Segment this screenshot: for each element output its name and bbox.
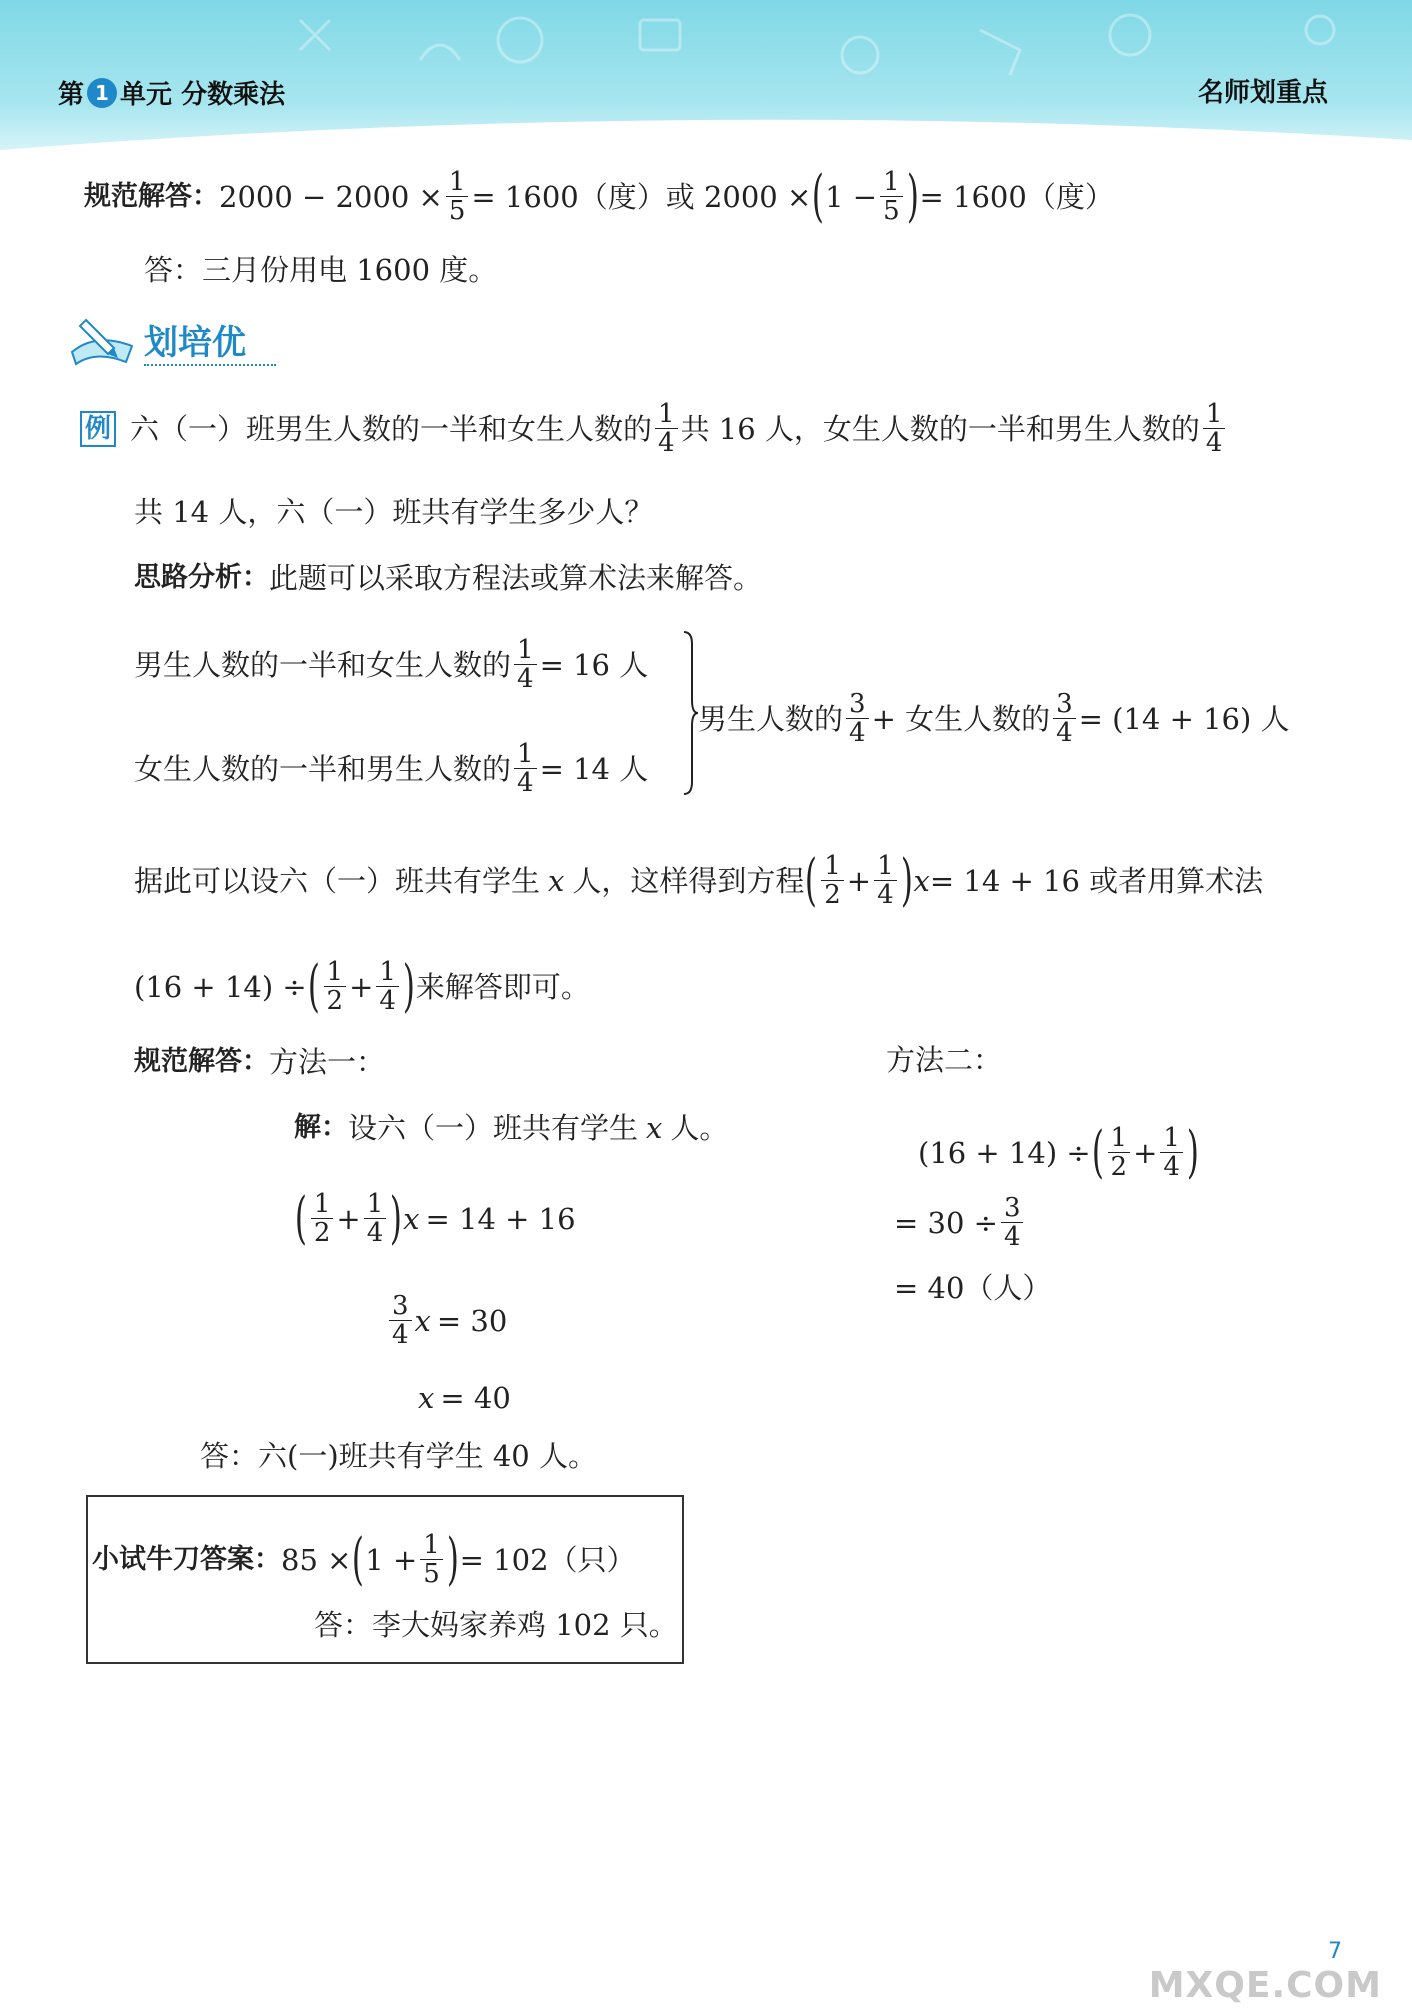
numerator: 1 (655, 400, 678, 429)
page-number: 7 (1328, 1939, 1342, 1964)
unit-number-badge: 1 (87, 78, 117, 108)
analysis-text: = 14 人 (539, 751, 649, 786)
solution-label: 规范解答： (134, 1046, 269, 1077)
variable-x: x (913, 863, 930, 898)
analysis-text: 女生人数的一半和男生人数的 (134, 751, 512, 786)
fraction (514, 740, 537, 797)
fraction (364, 1190, 387, 1247)
fraction (446, 168, 469, 225)
numerator: 1 (420, 1531, 443, 1560)
example-line-1 (80, 400, 1228, 457)
solution-text: = 30 ÷ (894, 1205, 998, 1240)
right-paren: ) (390, 1185, 403, 1251)
left-paren: ( (352, 1526, 365, 1592)
fraction (376, 958, 399, 1015)
example-line-2: 共 14 人，六（一）班共有学生多少人？ (134, 495, 654, 529)
analysis-text: 人，这样得到方程 (572, 863, 805, 898)
denominator: 2 (313, 1218, 331, 1248)
denominator: 5 (423, 1559, 440, 1589)
solution-text: = 14 + 16 (425, 1201, 576, 1236)
method2-line2 (894, 1194, 1026, 1251)
solution-label: 规范解答： (84, 180, 219, 212)
method1-eq3 (418, 1378, 511, 1418)
analysis-label: 思路分析： (134, 562, 269, 593)
analysis-row-2 (134, 740, 648, 797)
denominator: 4 (849, 718, 866, 748)
method-two-label: 方法二： (886, 1043, 1003, 1077)
numerator: 1 (364, 1190, 387, 1219)
left-paren: ( (805, 847, 818, 913)
solution-header (134, 1042, 385, 1082)
analysis-text: 据此可以设六（一）班共有学生 (134, 863, 541, 898)
analysis-text: = 14 + 16 或者用算术法 (929, 863, 1264, 898)
plus-sign: + (846, 863, 872, 898)
section-title (66, 312, 276, 368)
denominator: 2 (1110, 1152, 1128, 1182)
numerator: 1 (1160, 1124, 1183, 1153)
left-paren: ( (1091, 1119, 1104, 1185)
analysis-merge (698, 690, 1290, 747)
numerator: 1 (880, 168, 903, 197)
denominator: 5 (448, 196, 466, 226)
analysis-row-1 (134, 636, 648, 693)
expr-text: = 1600（度） (919, 179, 1114, 214)
numerator: 1 (1108, 1124, 1131, 1153)
analysis-arith (134, 953, 590, 1019)
right-brace (682, 630, 698, 796)
trial-text: 85 × (281, 1542, 352, 1577)
denominator: 4 (1003, 1222, 1021, 1252)
expr-text: = 1600（度）或 2000 × (471, 179, 812, 214)
numerator: 3 (389, 1292, 412, 1321)
example-text: 共 16 人，女生人数的一半和男生人数的 (680, 411, 1200, 446)
watermark: MXQE.COM (1148, 1965, 1382, 2006)
unit-name: 单元 分数乘法 (120, 80, 286, 110)
trial-expression (92, 1526, 636, 1592)
variable-x: x (646, 1111, 663, 1145)
top-answer: 答：三月份用电 1600 度。 (144, 253, 498, 287)
denominator: 4 (517, 664, 534, 694)
example-text: 六（一）班男生人数的一半和女生人数的 (130, 411, 653, 446)
variable-x: x (418, 1381, 435, 1415)
method-one-label: 方法一： (269, 1045, 386, 1079)
numerator: 1 (514, 636, 537, 665)
numerator: 1 (1203, 400, 1226, 429)
section-title-text: 划培优 (144, 315, 276, 366)
numerator: 3 (1001, 1194, 1024, 1223)
expr-text: 1 − (825, 179, 878, 214)
fraction (821, 852, 844, 909)
numerator: 1 (514, 740, 537, 769)
solution-text: = 30 (436, 1303, 508, 1338)
denominator: 2 (824, 880, 841, 910)
method2-line3: = 40（人） (894, 1271, 1052, 1305)
fraction (514, 636, 537, 693)
analysis-text: 来解答即可。 (415, 969, 590, 1004)
method2-line1 (918, 1119, 1200, 1185)
denominator: 4 (1163, 1152, 1180, 1182)
fraction (880, 168, 903, 225)
right-paren: ) (402, 953, 415, 1019)
analysis-text: = (14 + 16) 人 (1078, 701, 1290, 736)
method1-eq1 (294, 1185, 576, 1251)
method1-answer: 答：六(一)班共有学生 40 人。 (200, 1439, 597, 1473)
denominator: 2 (326, 986, 344, 1016)
page-header (0, 0, 1412, 150)
fraction (1160, 1124, 1183, 1181)
denominator: 4 (658, 428, 675, 458)
right-paren: ) (900, 847, 913, 913)
analysis-intro (134, 558, 762, 598)
trial-answer-box (86, 1495, 684, 1664)
numerator: 1 (324, 958, 347, 987)
numerator: 1 (311, 1190, 334, 1219)
solution-text: 人。 (670, 1111, 729, 1145)
left-paren: ( (307, 953, 320, 1019)
pencil-book-icon (66, 312, 140, 368)
denominator: 4 (1056, 718, 1073, 748)
solution-text: 设六（一）班共有学生 (348, 1111, 639, 1145)
fraction (874, 852, 897, 909)
example-tag: 例 (80, 411, 116, 447)
unit-prefix: 第 (58, 80, 85, 110)
fraction (655, 400, 678, 457)
analysis-text: + 女生人数的 (871, 701, 1051, 736)
fraction (324, 958, 347, 1015)
numerator: 1 (446, 168, 469, 197)
denominator: 4 (392, 1320, 409, 1350)
jie-label: 解： (294, 1112, 348, 1143)
numerator: 1 (821, 852, 844, 881)
trial-text: = 102（只） (459, 1542, 636, 1577)
fraction (846, 690, 869, 747)
numerator: 3 (1053, 690, 1076, 719)
plus-sign: + (336, 1201, 361, 1236)
denominator: 5 (883, 196, 900, 226)
trial-text: 1 + (365, 1542, 418, 1577)
expr-text: 2000 − 2000 × (219, 179, 443, 214)
trial-label: 小试牛刀答案： (92, 1543, 281, 1575)
fraction (1053, 690, 1076, 747)
analysis-text: 男生人数的 (698, 701, 844, 736)
solution-text: = 40 (440, 1381, 511, 1415)
method1-let (294, 1108, 728, 1148)
fraction (1001, 1194, 1024, 1251)
solution-text: (16 + 14) ÷ (918, 1135, 1091, 1170)
trial-answer: 答：李大妈家养鸡 102 只。 (314, 1608, 678, 1642)
analysis-setup (134, 847, 1264, 913)
header-series-title: 名师划重点 (1197, 78, 1328, 108)
top-solution-line (84, 163, 1114, 229)
denominator: 4 (366, 1218, 384, 1248)
plus-sign: + (1133, 1135, 1158, 1170)
variable-x: x (414, 1303, 431, 1338)
fraction (1108, 1124, 1131, 1181)
left-paren: ( (812, 163, 825, 229)
denominator: 4 (379, 986, 396, 1016)
analysis-text: = 16 人 (539, 647, 649, 682)
numerator: 3 (846, 690, 869, 719)
fraction (389, 1292, 412, 1349)
right-paren: ) (1186, 1119, 1199, 1185)
variable-x: x (548, 863, 565, 898)
denominator: 4 (1205, 428, 1223, 458)
unit-title (58, 74, 285, 111)
denominator: 4 (517, 768, 534, 798)
fraction (311, 1190, 334, 1247)
fraction (420, 1531, 443, 1588)
analysis-text: (16 + 14) ÷ (134, 969, 307, 1004)
plus-sign: + (349, 969, 374, 1004)
numerator: 1 (874, 852, 897, 881)
method1-eq2 (386, 1292, 507, 1349)
analysis-text: 男生人数的一半和女生人数的 (134, 647, 512, 682)
numerator: 1 (376, 958, 399, 987)
right-paren: ) (446, 1526, 459, 1592)
denominator: 4 (877, 880, 894, 910)
variable-x: x (403, 1201, 420, 1236)
left-paren: ( (294, 1185, 307, 1251)
analysis-text: 此题可以采取方程法或算术法来解答。 (269, 561, 763, 595)
fraction (1203, 400, 1226, 457)
right-paren: ) (906, 163, 919, 229)
